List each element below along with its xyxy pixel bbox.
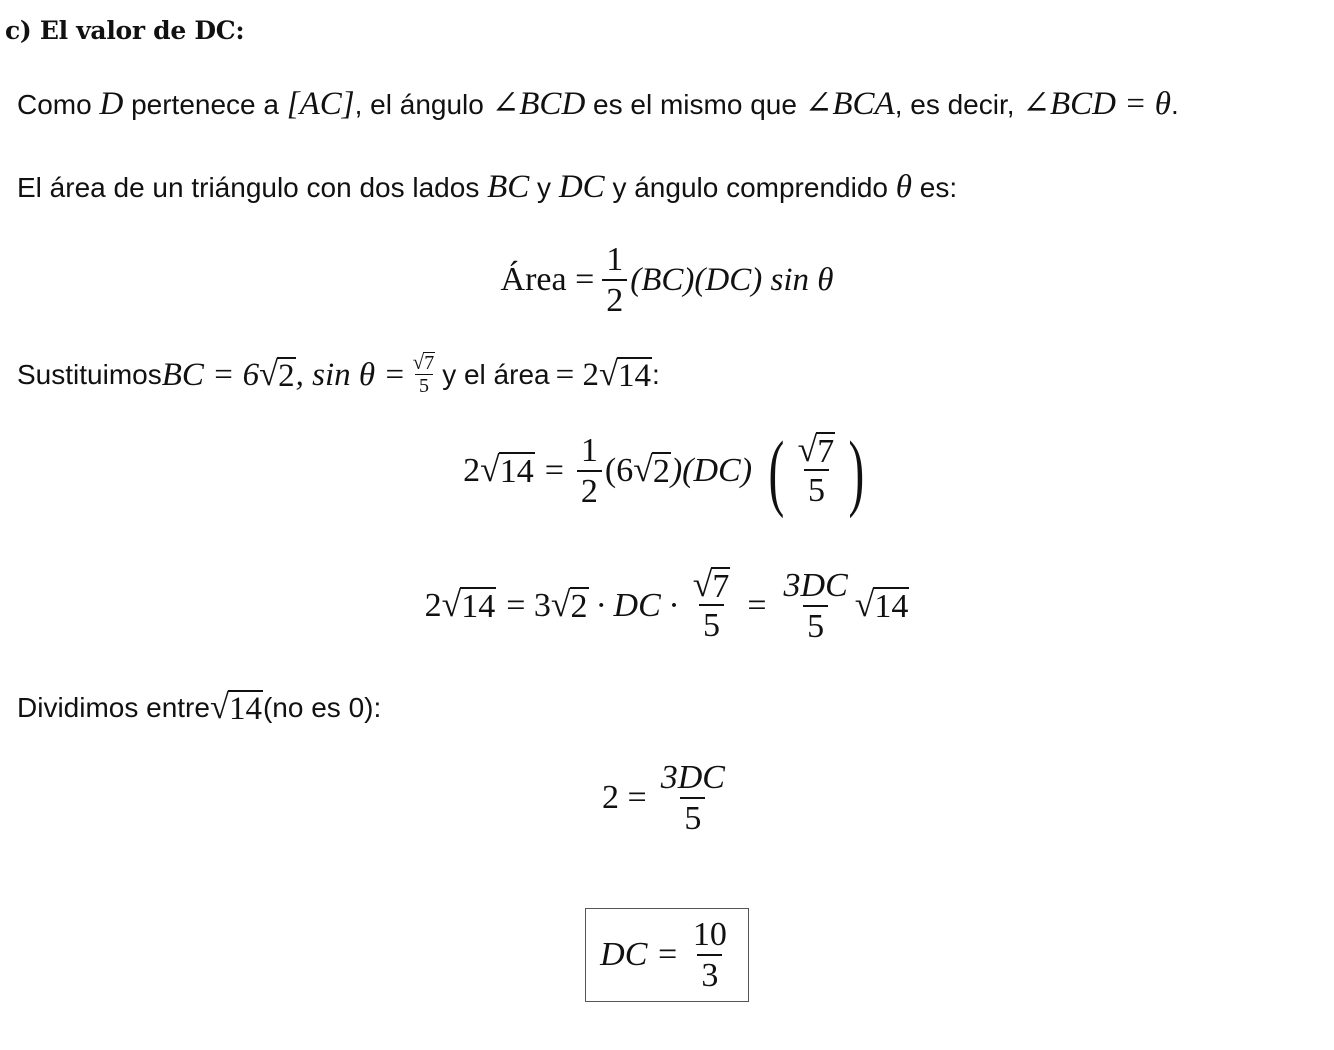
fraction: $\frac{3DC}{5}$ — [783, 567, 848, 646]
equals: = — [747, 587, 767, 625]
math-d: D — [99, 86, 124, 122]
math-segment-ac: [AC] — [286, 86, 355, 122]
fraction: $\frac{3DC}{5}$ — [660, 759, 725, 838]
text: (no es 0): — [262, 692, 382, 724]
text: y ángulo comprendido — [604, 172, 896, 203]
math-bc: BC — [487, 169, 530, 205]
math-theta: θ — [895, 169, 912, 205]
text: El área de un triángulo con dos lados — [17, 172, 488, 203]
equation-substituted — [0, 423, 1334, 519]
sqrt: √ 14 — [480, 449, 534, 491]
math: DC = — [600, 936, 679, 974]
sqrt: √ 14 — [854, 584, 909, 626]
math: = 3 — [506, 587, 551, 625]
text: Sustituimos — [17, 359, 162, 390]
equation-area-formula — [0, 240, 1334, 320]
math: 2 — [463, 452, 481, 489]
math-sin-theta: , sin θ = — [295, 356, 406, 393]
fraction: $\frac{10}{3}$ — [692, 916, 727, 995]
section-heading: c) El valor de DC: — [5, 16, 245, 45]
math-area-value: = 2 — [555, 356, 599, 393]
text: es el mismo que — [585, 89, 805, 120]
math: 2 — [424, 587, 442, 625]
answer-box — [585, 908, 749, 1002]
text: Dividimos entre — [17, 692, 210, 724]
equation-final-answer — [0, 908, 1334, 1002]
sqrt: √ 14 — [598, 354, 651, 394]
math: 2 = — [602, 779, 647, 817]
fraction: √ 7 5 — [797, 428, 835, 510]
left-paren: ( — [768, 423, 785, 519]
text: pertenece a — [123, 89, 287, 120]
sqrt: √ 14 — [441, 584, 496, 626]
right-paren: ) — [848, 423, 865, 519]
text: y el área — [442, 359, 550, 390]
sqrt: √ 2 — [633, 449, 670, 491]
math-angle-bcd: ∠BCD — [491, 86, 586, 122]
paragraph-divide — [17, 690, 381, 727]
text: . — [1170, 89, 1179, 120]
sqrt: √ 2 — [550, 584, 588, 626]
equation-simplified — [0, 563, 1334, 646]
sqrt: √ 2 — [259, 354, 295, 394]
math-angle-equals-theta: ∠BCD = θ — [1022, 86, 1171, 122]
math: · DC · — [596, 587, 678, 625]
math-bc-value: BC = 6 — [161, 356, 260, 393]
fraction — [602, 240, 627, 320]
paragraph-angle — [17, 88, 1179, 121]
text: , el ángulo — [354, 89, 492, 120]
sqrt: √ 14 — [209, 688, 262, 727]
equals: = — [544, 452, 564, 489]
math-lhs: Área = — [500, 261, 595, 299]
math: )(DC) — [670, 452, 753, 489]
fraction: √ 7 5 — [692, 563, 730, 645]
math: (6 — [604, 452, 634, 489]
paragraph-area-intro — [17, 171, 957, 204]
text: y — [529, 172, 559, 203]
numerator: 1 — [606, 241, 624, 278]
math-angle-bca: ∠BCA — [804, 86, 895, 122]
math-dc: DC — [558, 169, 605, 205]
text: , es decir, — [894, 89, 1023, 120]
text: es: — [911, 172, 958, 203]
fraction-small: √ 7 5 — [412, 350, 435, 397]
math-rhs: (BC)(DC) sin θ — [630, 261, 834, 298]
text: Como — [17, 89, 100, 120]
paragraph-substitution — [17, 352, 660, 398]
denominator: 2 — [602, 279, 627, 320]
text: : — [652, 359, 660, 390]
fraction: $\frac{1}{2}$ — [577, 431, 602, 511]
equation-divided — [0, 758, 1334, 838]
